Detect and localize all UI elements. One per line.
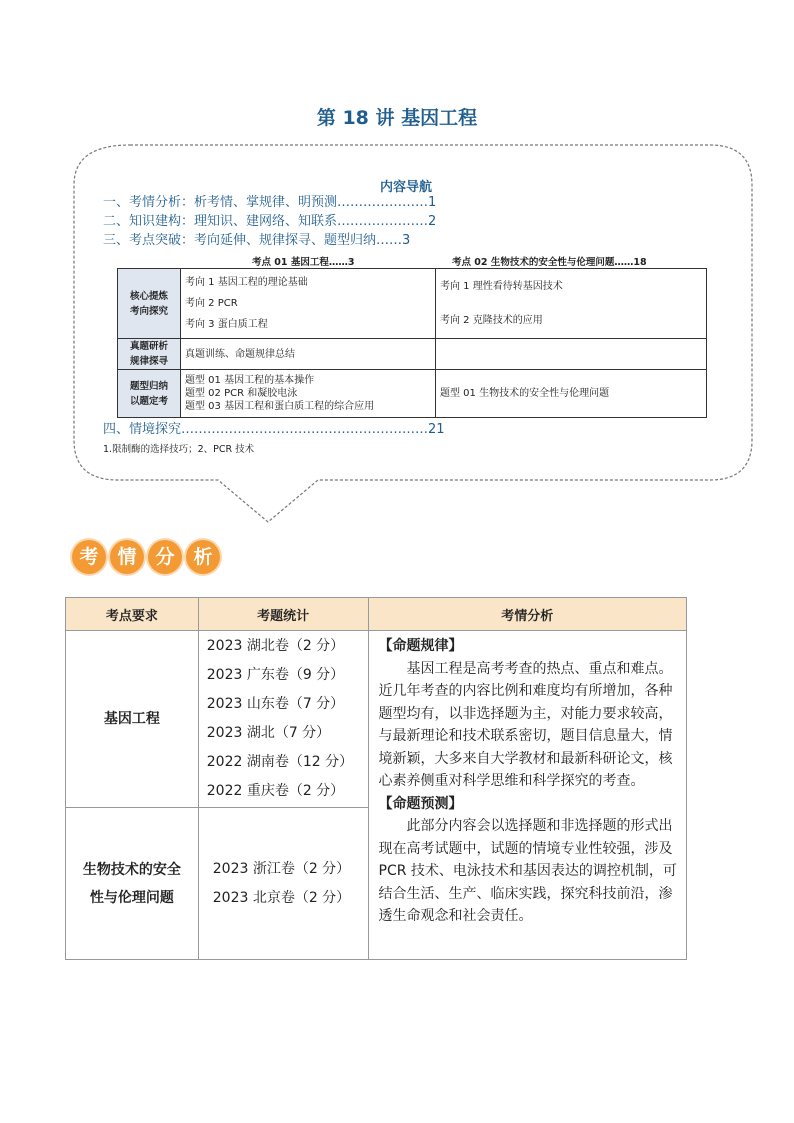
badge-char: 析 [186,540,220,574]
analysis-paragraph: 基因工程是高考考查的热点、重点和难点。近几年考查的内容比例和难度均有所增加，各种题型均有，以非选择题为主，对能力要求较高，与最新理论和技术联系密切，题目信息量大，情境新颖，大多来自大学教材和最新科研论文，核心素养侧重对科学思维和科学探究的考查。 [378,660,673,789]
nav-item[interactable]: 考向 2 克隆技术的应用 [440,315,543,326]
col-header: 考情分析 [368,598,687,631]
nav-label: 真题研析 规律探寻 [118,339,181,370]
badge-char: 考 [72,540,106,574]
nav-item[interactable]: 考向 2 PCR [185,298,238,309]
nav-item[interactable]: 考向 3 蛋白质工程 [185,319,268,330]
toc-item-1[interactable]: 一、考情分析：析考情、掌规律、明预测…………………1 [103,195,437,210]
stats-cell: 2023 湖北卷（2 分） 2023 广东卷（9 分） 2023 山东卷（7 分） 2023 湖北（7 分） 2022 湖南卷（12 分） 2022 重庆卷（2 分） [198,631,368,808]
nav-item[interactable]: 真题训练、命题规律总结 [185,348,295,360]
col-header: 考题统计 [198,598,368,631]
nav-item[interactable]: 题型 01 基因工程的基本操作 [185,375,315,386]
analysis-heading: 【命题预测】 [378,795,463,812]
nav-heading: 内容导航 [380,180,433,195]
nav-table [117,268,707,418]
nav-left-cell [181,269,436,339]
exam-header-row [66,598,687,631]
nav-left-cell [181,339,436,370]
nav-right-cell [436,339,707,370]
requirement-cell: 生物技术的安全 性与伦理问题 [66,808,199,960]
nav-row-types [118,370,707,418]
nav-item[interactable]: 题型 02 PCR 和凝胶电泳 [185,388,298,399]
nav-right-cell [436,269,707,339]
badge-char: 分 [148,540,182,574]
nav-item[interactable]: 考向 1 理性看待转基因技术 [440,281,563,292]
toc-item-2[interactable]: 二、知识建构：理知识、建网络、知联系…………………2 [103,214,437,229]
nav-right-cell [436,370,707,418]
nav-label: 题型归纳 以题定考 [118,370,181,418]
nav-label: 核心提炼 考向探究 [118,269,181,339]
keypoint-2-heading: 考点 02 生物技术的安全性与伦理问题……18 [452,257,647,268]
analysis-heading: 【命题规律】 [378,638,463,654]
requirement-cell: 基因工程 [66,631,199,808]
analysis-cell [368,631,687,960]
nav-footnote: 1.限制酶的选择技巧；2、PCR 技术 [103,444,255,455]
nav-item[interactable]: 题型 01 生物技术的安全性与伦理问题 [440,388,610,399]
keypoint-1-heading: 考点 01 基因工程……3 [252,257,355,268]
toc-item-3[interactable]: 三、考点突破：考向延伸、规律探寻、题型归纳……3 [103,233,411,248]
nav-row-real [118,339,707,370]
nav-item[interactable]: 考向 1 基因工程的理论基础 [185,277,308,288]
nav-left-cell [181,370,436,418]
exam-row-1 [66,631,687,808]
page-title: 第 18 讲 基因工程 [316,107,478,129]
nav-row-core [118,269,707,339]
badge-char: 情 [110,540,144,574]
analysis-paragraph: 此部分内容会以选择题和非选择题的形式出现在高考试题中，试题的情境专业性较强，涉及 PCR 技术、电泳技术和基因表达的调控机制，可结合生活、生产、临床实践，探究科技前沿，渗透生命观念和社会责任。 [378,818,677,924]
col-header: 考点要求 [66,598,199,631]
stats-cell: 2023 浙江卷（2 分） 2023 北京卷（2 分） [198,808,368,960]
exam-analysis-table [65,597,687,960]
toc-item-4[interactable]: 四、情境探究…………………………………………………21 [103,422,445,437]
nav-item[interactable]: 题型 03 基因工程和蛋白质工程的综合应用 [185,401,375,412]
